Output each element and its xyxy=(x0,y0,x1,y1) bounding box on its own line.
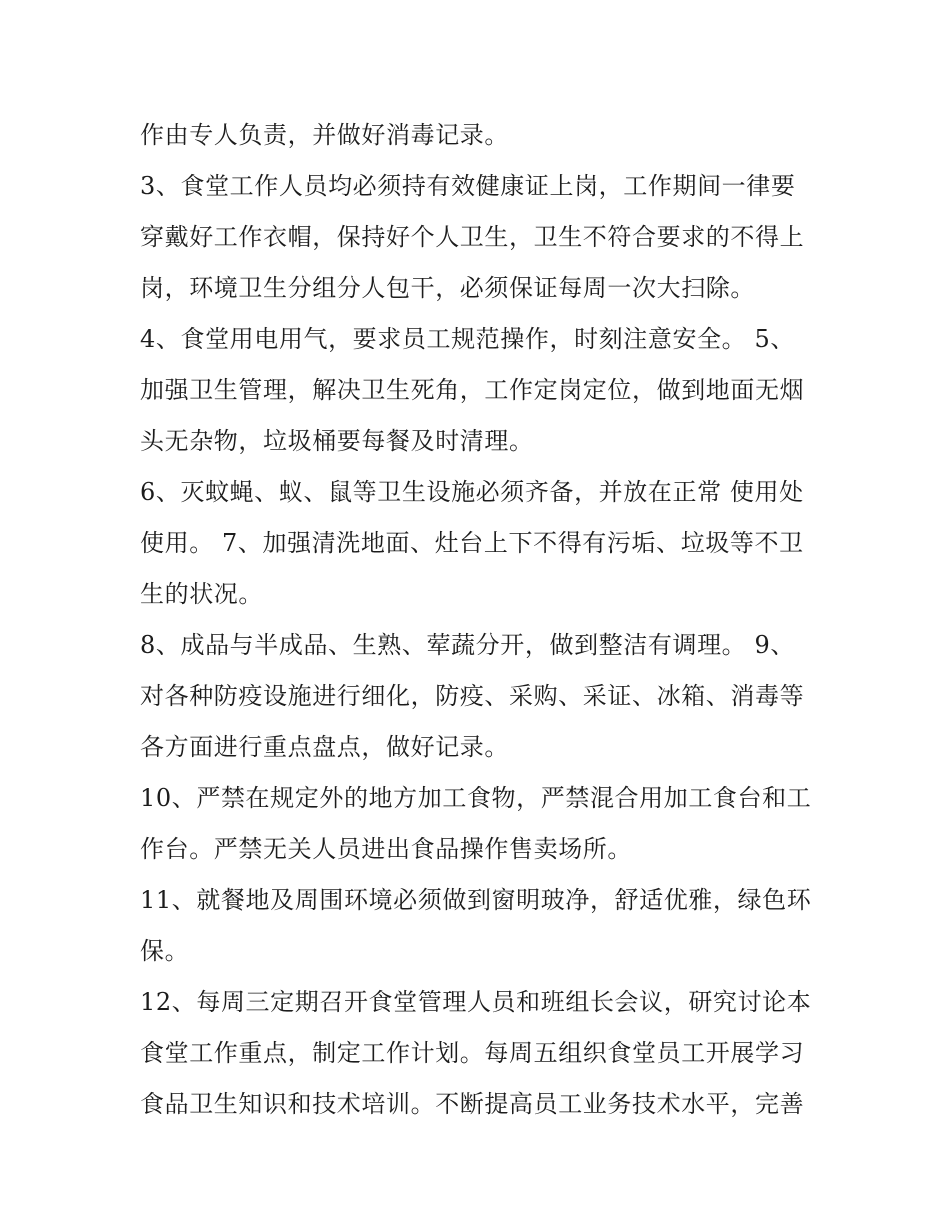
text-line-1: 作由专人负责，并做好消毒记录。 xyxy=(140,121,509,149)
text-line-14: 10、严禁在规定外的地方加工食物，严禁混合用加工食台和工 xyxy=(140,784,812,812)
text-line-15: 作台。严禁无关人员进出食品操作售卖场所。 xyxy=(140,835,632,863)
text-line-3: 穿戴好工作衣帽，保持好个人卫生，卫生不符合要求的不得上 xyxy=(140,223,805,251)
document-body xyxy=(140,110,820,1130)
text-line-13: 各方面进行重点盘点，做好记录。 xyxy=(140,733,509,761)
text-line-11: 8、成品与半成品、生熟、荤蔬分开，做到整洁有调理。 9、 xyxy=(140,631,795,659)
text-line-8: 6、灭蚊蝇、蚁、鼠等卫生设施必须齐备，并放在正常 使用处 xyxy=(140,478,804,506)
text-line-2: 3、食堂工作人员均必须持有效健康证上岗，工作期间一律要 xyxy=(140,172,796,200)
text-line-18: 12、每周三定期召开食堂管理人员和班组长会议，研究讨论本 xyxy=(140,988,812,1016)
text-line-9: 使用。 7、加强清洗地面、灶台上下不得有污垢、垃圾等不卫 xyxy=(140,529,804,557)
text-line-20: 食品卫生知识和技术培训。不断提高员工业务技术水平，完善 xyxy=(140,1090,805,1118)
text-line-19: 食堂工作重点，制定工作计划。每周五组织食堂员工开展学习 xyxy=(140,1039,805,1067)
text-line-4: 岗，环境卫生分组分人包干，必须保证每周一次大扫除。 xyxy=(140,274,755,302)
text-line-7: 头无杂物，垃圾桶要每餐及时清理。 xyxy=(140,427,534,455)
text-line-10: 生的状况。 xyxy=(140,580,263,608)
text-line-6: 加强卫生管理，解决卫生死角，工作定岗定位，做到地面无烟 xyxy=(140,376,805,404)
text-line-12: 对各种防疫设施进行细化，防疫、采购、采证、冰箱、消毒等 xyxy=(140,682,805,710)
text-line-5: 4、食堂用电用气，要求员工规范操作，时刻注意安全。 5、 xyxy=(140,325,795,353)
text-line-16: 11、就餐地及周围环境必须做到窗明玻净，舒适优雅，绿色环 xyxy=(140,886,812,914)
text-line-17: 保。 xyxy=(140,937,190,965)
